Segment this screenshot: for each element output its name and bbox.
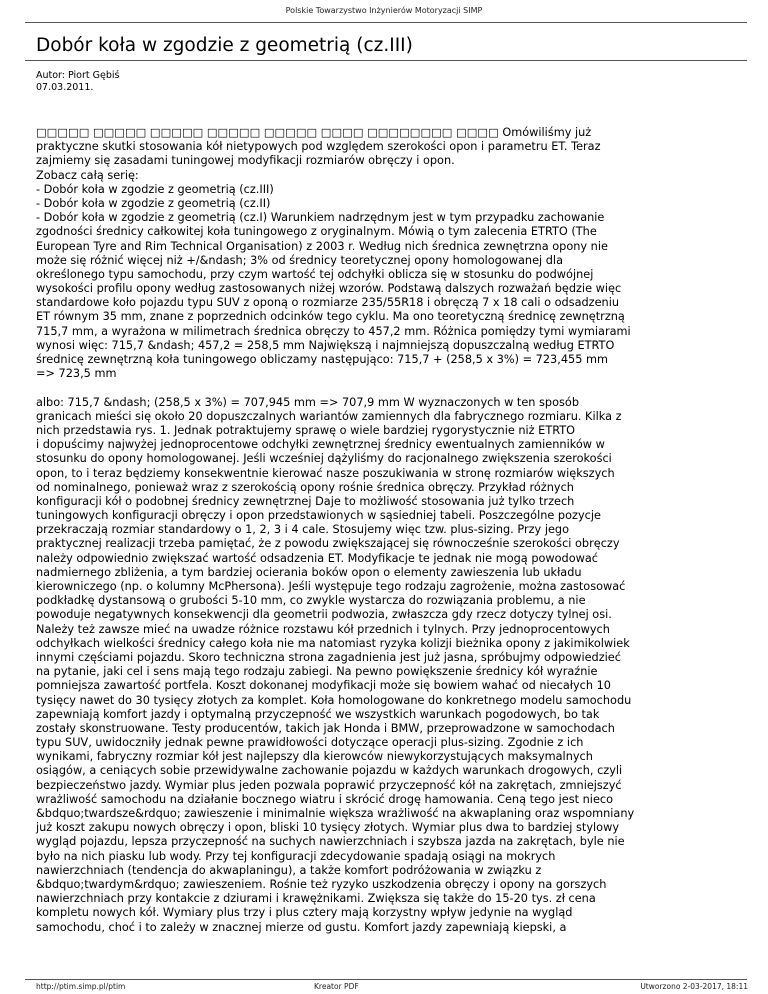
body-text-line: ET równym 35 mm, znane z poprzednich odcinków tego cyklu. Ma ono teoretyczną średnicę zewnętrzną xyxy=(36,310,625,324)
article-body xyxy=(36,126,748,935)
body-text-line: => 723,5 mm xyxy=(36,367,117,381)
body-text-line: albo: 715,7 &ndash; (258,5 x 3%) = 707,945 mm => 707,9 mm W wyznaczonych w ten sposób xyxy=(36,395,579,409)
footer-generator: Kreator PDF xyxy=(314,982,359,991)
body-text-line: nawierzchniach przy kontakcie z dziurami i krawężnikami. Zwiększa się także do 15-20 tys. zł cena xyxy=(36,892,596,906)
body-text-line: średnicę zewnętrzną koła tuningowego obliczamy następująco: 715,7 + (258,5 x 3%) = 723,455 mm xyxy=(36,353,608,366)
footer-divider xyxy=(25,979,747,980)
body-text-line: 715,7 mm, a wyrażona w milimetrach średnica obręczy to 457,2 mm. Różnica pomiędzy tymi wymiarami xyxy=(36,324,631,338)
body-text-line: wysokości profilu opony według zastosowanych niżej wzorów. Podstawą dalszych rozważań będzie więc xyxy=(36,282,622,296)
body-text-line: □□□□□ □□□□□ □□□□□ □□□□□ □□□□□ □□□□ □□□□□□□□ □□□□ Omówiliśmy już xyxy=(36,126,592,139)
body-text-line: kierowniczego (np. o kolumny McPhersona). Jeśli występuje tego rodzaju zagrożenie, można zastosować xyxy=(36,580,626,593)
body-text-line: &bdquo;twardym&rdquo; zawieszeniem. Rośnie też ryzyko uszkodzenia obręczy i opony na gorszych xyxy=(36,877,607,891)
body-text-line: stosunku do opony homologowanej. Jeśli wcześniej dążyliśmy do racjonalnego zwiększenia szerokości xyxy=(36,452,612,466)
title-divider xyxy=(25,60,747,61)
body-text-line: samochodu, choć i to zależy w znacznej mierze od gustu. Komfort jazdy zapewniają kiepski, a xyxy=(36,920,567,934)
footer-created-date: Utworzono 2-03-2017, 18:11 xyxy=(640,982,748,991)
body-text-line: powoduje negatywnych konsekwencji dla geometrii podwozia, zwłaszcza gdy rzecz dotyczy tylnej osi. xyxy=(36,608,612,622)
body-text-line: już koszt zakupu nowych obręczy i opon, bliski 10 tysięcy złotych. Wymiar plus dwa to bardziej stylowy xyxy=(36,821,620,835)
body-text-line: wynikami, fabryczny rozmiar kół jest najlepszy dla kierowców niewykorzystujących maksymalnych xyxy=(36,750,593,764)
footer-url-link[interactable]: http://ptim.simp.pl/ptim xyxy=(36,982,126,991)
body-text-line: zapewniają komfort jazdy i optymalną przyczepność we wszystkich warunkach pogodowych, bo tak xyxy=(36,707,600,721)
body-text-line: tysięcy nawet do 30 tysięcy złotych za komplet. Koła homologowane do konkretnego modelu samochodu xyxy=(36,693,632,707)
body-text-line: konfiguracji kół o podobnej średnicy zewnętrznej Daje to możliwość stosowania już tylko trzech xyxy=(36,494,575,508)
body-text-line: standardowe koło pojazdu typu SUV z oponą o rozmiarze 235/55R18 i obręczą 7 x 18 cali o odsadzeniu xyxy=(36,296,620,310)
body-text-line: zostały skonstruowane. Testy producentów, takich jak Honda i BMW, przeprowadzone w samochodach xyxy=(36,721,615,735)
body-text-line: i dopuścimy najwyżej jednoprocentowe odchyłki zewnętrznej średnicy ewentualnych zamienników w xyxy=(36,438,605,452)
body-text-line: European Tyre and Rim Technical Organisation) z 2003 r. Według nich średnica zewnętrzna opony nie xyxy=(36,239,608,253)
body-text-line: zajmiemy się zasadami tuningowej modyfikacji rozmiarów obręczy i opon. xyxy=(36,154,455,168)
body-text-line: granicach mieści się około 20 dopuszczalnych wariantów zamiennych dla fabrycznego rozmiaru. Kilka z xyxy=(36,409,622,423)
body-text-line: pomniejsza zawartość portfela. Koszt dokonanej modyfikacji może się bowiem wahać od niecałych 10 xyxy=(36,679,611,693)
body-text-line: kompletu nowych kół. Wymiary plus trzy i plus cztery mają korzystny wpływ jedynie na wygląd xyxy=(36,906,573,920)
article-date: 07.03.2011. xyxy=(36,81,94,93)
body-text-line: przekraczają rozmiar standardowy o 1, 2, 3 i 4 cale. Stosujemy więc tzw. plus-sizing. Przy jego xyxy=(36,523,569,537)
body-text-line: nich przedstawia rys. 1. Jednak potraktujemy sprawę o wiele bardziej rygorystycznie niż ETRTO xyxy=(36,423,576,437)
body-text-line: - Dobór koła w zgodzie z geometrią (cz.I) Warunkiem nadrzędnym jest w tym przypadku zachowanie xyxy=(36,211,605,225)
body-text-line: wynosi więc: 715,7 &ndash; 457,2 = 258,5 mm Największą i najmniejszą dopuszczalną według ETRTO xyxy=(36,338,615,352)
body-text-line: osiągów, a ceniących sobie przewidywalne zachowanie pojazdu w każdych warunkach drogowych, czyli xyxy=(36,764,623,778)
body-text-line: określonego typu samochodu, przy czym wartość tej odchyłki oblicza się w stosunku do podwójnej xyxy=(36,267,594,281)
body-text-line: typu SUV, uwidoczniły jednak pewne prawidłowości dotyczące operacji plus-sizing. Zgodnie z ich xyxy=(36,736,584,750)
body-text-line: innymi częściami pojazdu. Skoro techniczna strona zagadnienia jest już jasna, spróbujmy odpowiedzieć xyxy=(36,650,621,664)
body-text-line: nadmiernego zbliżenia, a tym bardziej ocierania boków opon o elementy zawieszenia lub układu xyxy=(36,565,582,579)
article-title: Dobór koła w zgodzie z geometrią (cz.III) xyxy=(36,35,413,56)
body-text-line: należy odpowiednio zwiększać wartość odsadzenia ET. Modyfikacje te jednak nie mogą powodować xyxy=(36,551,599,565)
body-text-line: wrażliwość samochodu na działanie bocznego wiatru i skrócić drogę hamowania. Ceną tego jest nieco xyxy=(36,792,614,806)
body-text-line: &bdquo;twardsze&rdquo; zawieszenie i minimalnie większa wrażliwość na akwaplaning oraz wspomniany xyxy=(36,807,635,820)
body-text-line: tuningowych konfiguracji obręczy i opon przedstawionych w sąsiedniej tabeli. Poszczególne pozycje xyxy=(36,509,601,523)
body-text-line: Należy też zawsze mieć na uwadze różnice rozstawu kół przednich i tylnych. Przy jednoprocentowych xyxy=(36,622,610,636)
body-text-line: praktyczne skutki stosowania kół nietypowych pod względem szerokości opon i parametru ET. Teraz xyxy=(36,140,601,154)
body-text-line: bezpieczeństwo jazdy. Wymiar plus jeden pozwala poprawić przyczepność kół na zakrętach, zmniejszyć xyxy=(36,778,622,792)
body-text-line: było na nich piasku lub wody. Przy tej konfiguracji zdecydowanie spadają osiągi na mokrych xyxy=(36,849,556,863)
body-text-line: od nominalnego, ponieważ wraz z szerokością opony rośnie średnica obręczy. Przykład różnych xyxy=(36,480,574,494)
body-text-line: - Dobór koła w zgodzie z geometrią (cz.II) xyxy=(36,196,271,210)
body-text-line: opon, to i teraz będziemy konsekwentnie kierować nasze poszukiwania w stronę rozmiarów większych xyxy=(36,466,615,480)
body-text-line: na pytanie, jaki cel i sens mają tego rodzaju zabiegi. Na pewno powiększenie średnicy kół wyraźnie xyxy=(36,665,598,679)
body-text-line: nawierzchniach (tendencja do akwaplaningu), a także komfort podróżowania w związku z xyxy=(36,863,542,877)
body-text-line: zgodności średnicy całkowitej koła tuningowego z oryginalnym. Mówią o tym zalecenia ETRTO (The xyxy=(36,225,597,239)
body-text-line xyxy=(36,381,748,395)
body-text-line: odchyłkach wielkości średnicy całego koła nie ma natomiast ryzyka kolizji bieżnika opony z jakimikolwiek xyxy=(36,636,630,650)
site-header-organization: Polskie Towarzystwo Inżynierów Motoryzacji SIMP xyxy=(285,6,483,15)
body-text-line: praktycznej realizacji trzeba pamiętać, że z powodu zwiększającej się równocześnie szerokości obręczy xyxy=(36,537,620,551)
body-text-line: wygląd pojazdu, lepsza przyczepność na suchych nawierzchniach i szybsza jazda na zakrętach, byle nie xyxy=(36,835,625,849)
author-line: Autor: Piort Gębiś xyxy=(36,70,120,81)
article-meta xyxy=(36,70,119,93)
body-text-line: może się różnić więcej niż +/&ndash; 3% od średnicy teoretycznej opony homologowanej dla xyxy=(36,253,563,267)
body-text-line: Zobacz całą serię: xyxy=(36,168,139,182)
page-footer xyxy=(36,982,748,992)
body-text-line: podkładkę dystansową o grubości 5-10 mm, co zwykle wystarcza do rozwiązania problemu, a nie xyxy=(36,594,586,608)
body-text-line: - Dobór koła w zgodzie z geometrią (cz.III) xyxy=(36,182,274,196)
header-divider xyxy=(25,22,747,23)
